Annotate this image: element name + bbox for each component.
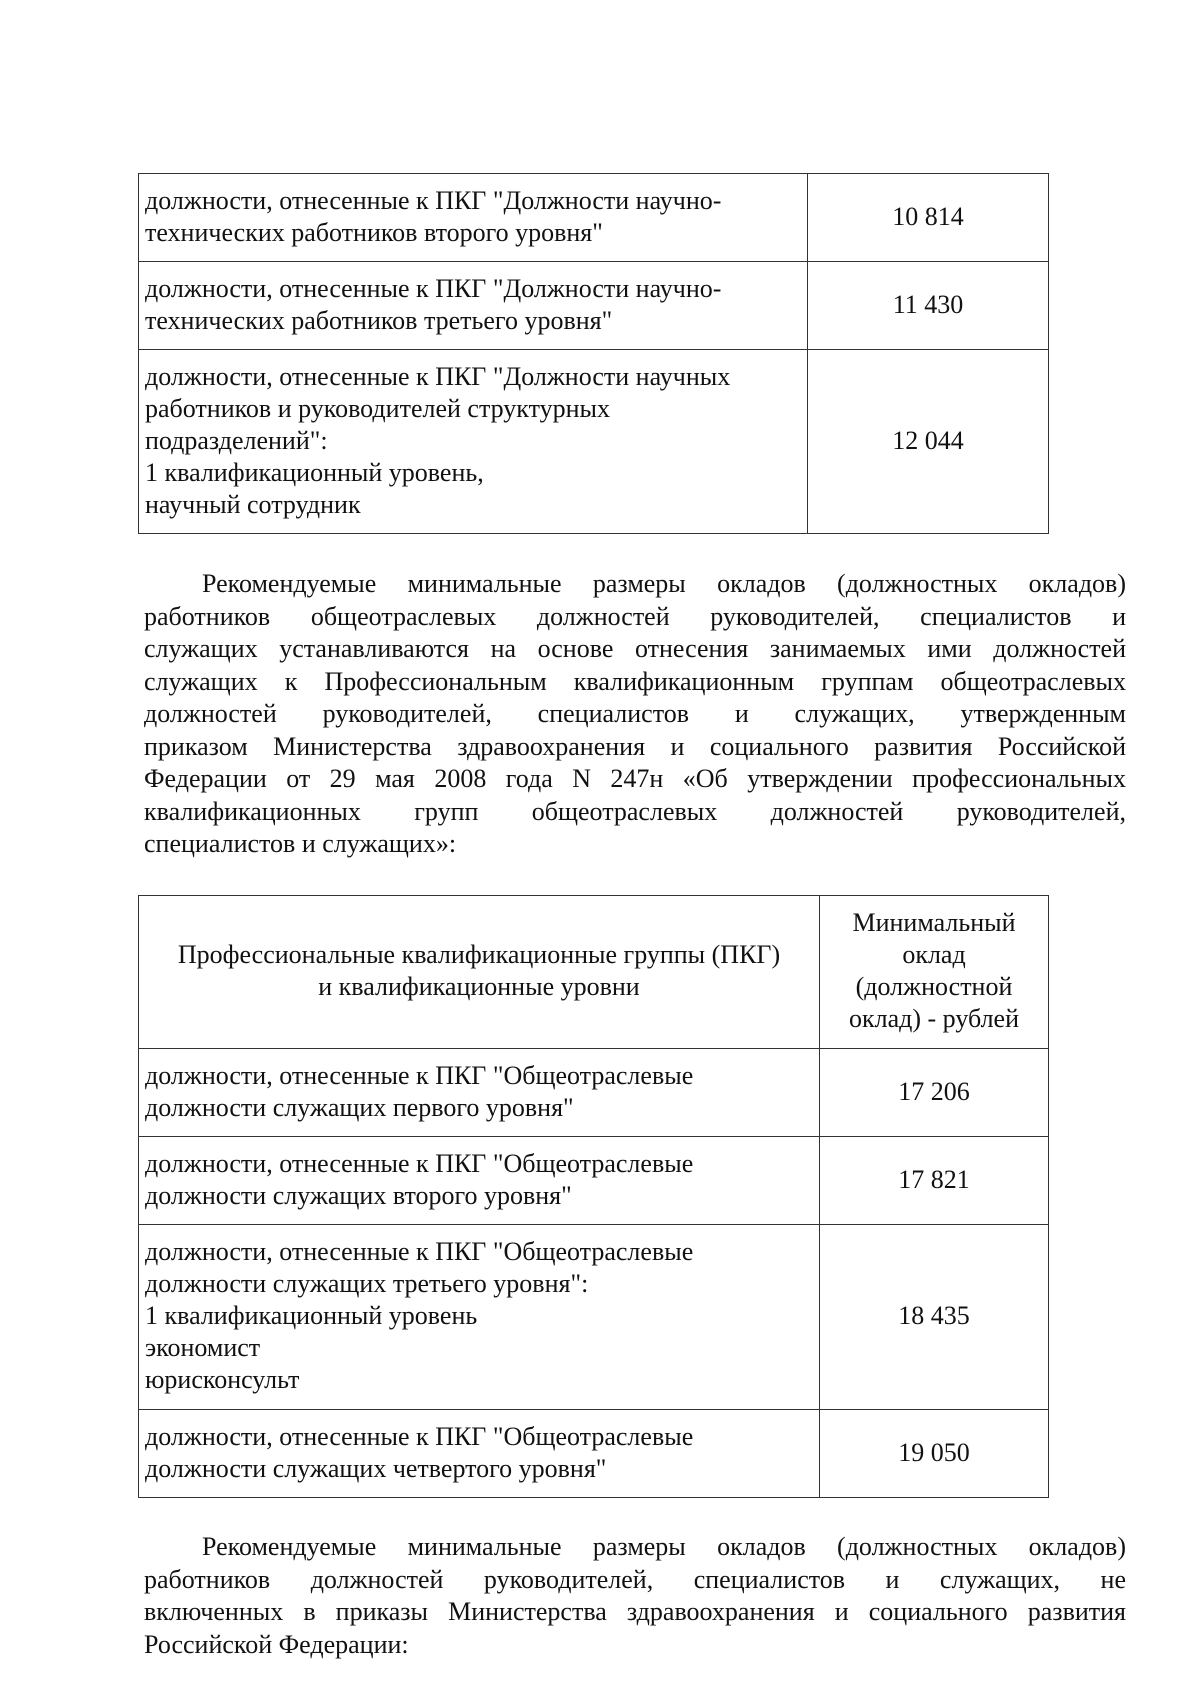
salary-value: 17 206 — [820, 1049, 1049, 1137]
cell-text-line: подразделений": — [145, 425, 328, 455]
paragraph-line: должностей руководителей, специалистов и служащих, утвержденным — [144, 699, 1126, 728]
position-cell — [139, 262, 808, 350]
header-text-line: и квалификационные уровни — [318, 972, 640, 1001]
salary-value: 18 435 — [820, 1225, 1049, 1410]
cell-text-line: должности, отнесенные к ПКГ "Должности научных — [145, 361, 731, 391]
header-text-line: (должностной — [855, 972, 1013, 1001]
table-row — [139, 1410, 1049, 1498]
salary-value: 10 814 — [808, 174, 1049, 262]
cell-text-line: технических работников второго уровня" — [145, 217, 603, 247]
header-groups-cell — [139, 896, 820, 1049]
table-row — [139, 1225, 1049, 1410]
header-text-line: оклад — [902, 940, 966, 969]
cell-text-line: технических работников третьего уровня" — [145, 305, 613, 335]
cell-text-line: должности служащих первого уровня" — [145, 1092, 574, 1122]
body-paragraph — [144, 568, 1126, 861]
salary-value: 11 430 — [808, 262, 1049, 350]
cell-text-line: должности, отнесенные к ПКГ "Общеотраслевые — [145, 1421, 694, 1451]
salary-value: 19 050 — [820, 1410, 1049, 1498]
cell-text-line: должности, отнесенные к ПКГ "Общеотраслевые — [145, 1148, 694, 1178]
paragraph-line: специалистов и служащих»: — [144, 829, 457, 858]
paragraph-line: Федерации от 29 мая 2008 года N 247н «Об утверждении профессиональных — [144, 764, 1126, 793]
paragraph-line: включенных в приказы Министерства здравоохранения и социального развития — [144, 1597, 1126, 1626]
position-cell — [139, 1137, 820, 1225]
table-row — [139, 174, 1049, 262]
cell-text-line: должности, отнесенные к ПКГ "Должности научно- — [145, 273, 722, 303]
paragraph-line: служащих к Профессиональным квалификационным группам общеотраслевых — [144, 666, 1126, 696]
salary-table-scientific — [138, 173, 1049, 534]
salary-value: 12 044 — [808, 350, 1049, 534]
position-cell — [139, 1410, 820, 1498]
table-row — [139, 1049, 1049, 1137]
header-text-line: оклад) - рублей — [848, 1004, 1019, 1033]
position-cell — [139, 174, 808, 262]
header-text-line: Профессиональные квалификационные группы (ПКГ) — [177, 940, 781, 969]
cell-text-line: юрисконсульт — [145, 1365, 300, 1394]
cell-text-line: 1 квалификационный уровень — [145, 1301, 478, 1330]
salary-table-general — [138, 895, 1049, 1498]
paragraph-line: квалификационных групп общеотраслевых должностей руководителей, — [144, 796, 1126, 826]
cell-text-line: должности, отнесенные к ПКГ "Общеотраслевые — [145, 1237, 694, 1266]
position-cell — [139, 1225, 820, 1410]
table-row — [139, 1137, 1049, 1225]
position-cell — [139, 1049, 820, 1137]
paragraph-line: работников должностей руководителей, специалистов и служащих, не — [144, 1564, 1126, 1594]
cell-text-line: должности, отнесенные к ПКГ "Должности научно- — [145, 185, 722, 215]
table-header-row — [139, 896, 1049, 1049]
cell-text-line: должности, отнесенные к ПКГ "Общеотраслевые — [145, 1060, 694, 1090]
paragraph-line: служащих устанавливаются на основе отнесения занимаемых ими должностей — [144, 634, 1126, 663]
header-text-line: Минимальный — [852, 908, 1016, 937]
cell-text-line: научный сотрудник — [145, 489, 361, 519]
salary-value: 17 821 — [820, 1137, 1049, 1225]
paragraph-line: Рекомендуемые минимальные размеры окладов (должностных окладов) — [202, 1532, 1126, 1561]
table-row — [139, 262, 1049, 350]
header-salary-cell — [820, 896, 1049, 1049]
cell-text-line: экономист — [145, 1333, 261, 1362]
paragraph-line: Российской Федерации: — [144, 1629, 409, 1659]
position-cell — [139, 350, 808, 534]
cell-text-line: работников и руководителей структурных — [145, 393, 610, 423]
paragraph-line: приказом Министерства здравоохранения и социального развития Российской — [144, 731, 1126, 761]
paragraph-line: работников общеотраслевых должностей руководителей, специалистов и — [144, 601, 1126, 631]
cell-text-line: должности служащих четвертого уровня" — [145, 1453, 607, 1483]
cell-text-line: 1 квалификационный уровень, — [145, 457, 484, 487]
cell-text-line: должности служащих третьего уровня": — [145, 1269, 589, 1298]
paragraph-line: Рекомендуемые минимальные размеры окладов (должностных окладов) — [202, 569, 1126, 598]
cell-text-line: должности служащих второго уровня" — [145, 1180, 572, 1210]
table-row — [139, 350, 1049, 534]
body-paragraph — [144, 1531, 1126, 1661]
